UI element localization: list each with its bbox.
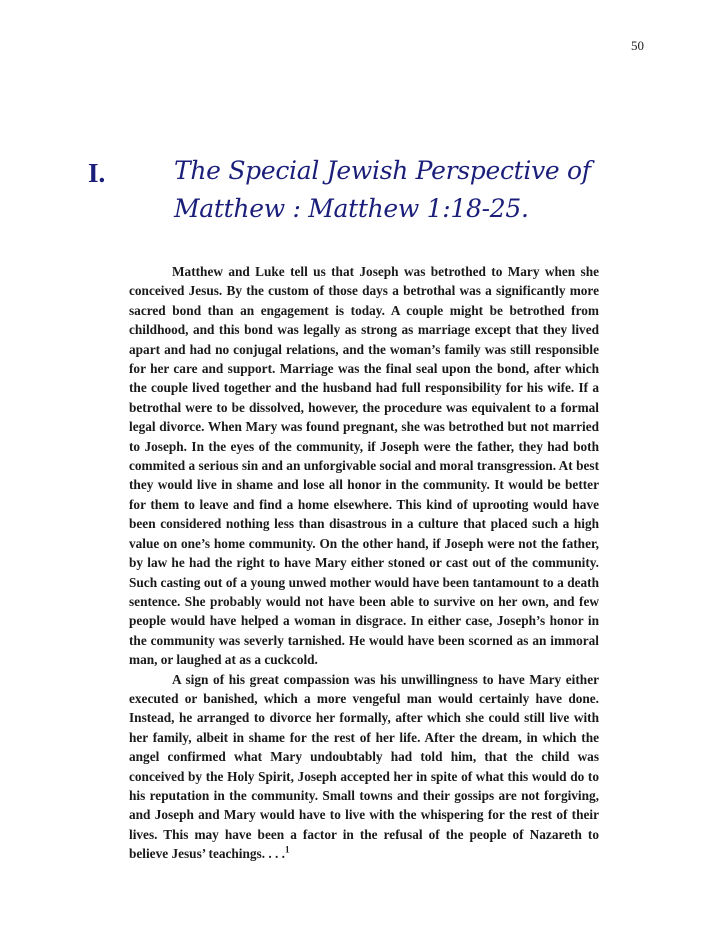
paragraph-2-text: A sign of his great compassion was his unwillingness to have Mary either executed or banished, which a more vengeful man would certainly have done. Instead, he arranged to divorce her formally, after which she could still live with her family, albeit in shame for the rest of her life. After the dream, in which the angel confirmed what Mary undoubtably had told him, that the child was conceived by the Holy Spirit, Joseph accepted her in spite of what this would do to his reputation in the community. Small towns and their gossips are not forgiving, and Joseph and Mary would have to live with the whispering for the rest of their lives. This may have been a factor in the refusal of the people of Nazareth to believe Jesus’ teachings. . . . xyxy=(129,671,599,862)
footnote-marker[interactable]: 1 xyxy=(284,844,290,855)
paragraph-1: Matthew and Luke tell us that Joseph was betrothed to Mary when she conceived Jesus. By the custom of those days a betrothal was a significantly more sacred bond than an engagement is today. A couple might be betrothed from childhood, and this bond was legally as strong as marriage except that they lived apart and had no conjugal relations, and the woman’s family was still responsible for her care and support. Marriage was the final seal upon the bond, after which the couple lived together and the husband had full responsibility for his wife. If a betrothal were to be dissolved, however, the procedure was equivalent to a formal legal divorce. When Mary was found pregnant, she was betrothed but not married to Joseph. In the eyes of the community, if Joseph were the father, they had both commited a serious sin and an unforgivable social and moral transgression. At best they would live in shame and lose all honor in the community. It would be better for them to leave and find a home elsewhere. This kind of uprooting would have been considered nothing less than disastrous in a culture that placed such a high value on one’s home community. On the other hand, if Joseph were not the father, by law he had the right to have Mary either stoned or cast out of the community. Such casting out of a young unwed mother would have been tantamount to a death sentence. She probably would not have been able to survive on her own, and few people would have helped a woman in disgrace. In either case, Joseph’s honor in the community was severly tarnished. He would have been scorned as an immoral man, or laughed at as a cuckcold. xyxy=(129,264,599,668)
page-number: 50 xyxy=(631,38,644,53)
section-numeral: I. xyxy=(88,158,106,188)
section-title-line-2: Matthew : Matthew 1:18-25. xyxy=(174,194,529,223)
body-text xyxy=(129,262,599,864)
paragraph-2 xyxy=(129,670,599,864)
section-title-line-1: The Special Jewish Perspective of xyxy=(174,156,591,185)
